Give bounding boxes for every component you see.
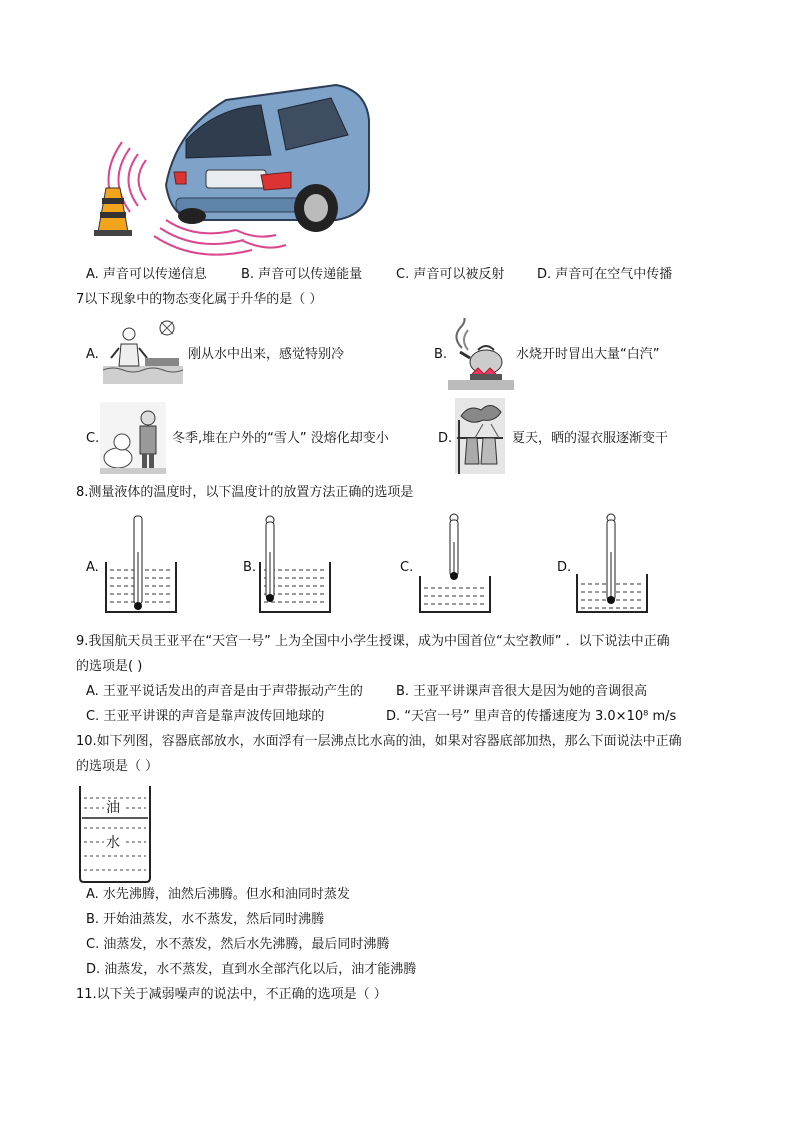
q7-option-b-text: 水烧开时冒出大量“白汽” [516,347,660,362]
q7-stem: 7以下现象中的物态变化属于升华的是（ ） [76,292,323,307]
q9-stem-line1: 9.我国航天员王亚平在“天宫一号” 上为全国中小学生授课，成为中国首位“太空教师” ．以下说法中正确 [76,634,670,649]
water-label: 水 [106,835,120,851]
car-reversing-radar-illustration [86,80,372,260]
q9-option-d: D. “天宫一号” 里声音的传播速度为 3.0×10⁸ m/s [386,709,677,724]
q10-stem-line1: 10.如下列图，容器底部放水，水面浮有一层沸点比水高的油，如果对容器底部加热，那么下面说法中正确 [76,734,682,749]
thermometer-beaker-c [418,512,492,616]
q8-label-d: D. [557,560,572,575]
q8-label-c: C. [400,560,414,575]
q8-label-a: A. [86,560,99,575]
q7-option-a-text: 刚从水中出来，感觉特别冷 [188,347,345,362]
q10-option-c: C. 油蒸发，水不蒸发，然后水先沸腾，最后同时沸腾 [86,937,390,952]
thermometer-beaker-b [258,512,332,616]
q7-option-a-letter: A. [86,347,99,362]
q7-option-b-letter: B. [434,347,448,362]
q7-option-d-text: 夏天，晒的湿衣服逐渐变干 [512,431,669,446]
q7-option-c-letter: C. [86,431,100,446]
q9-option-c: C. 王亚平讲课的声音是靠声波传回地球的 [86,709,325,724]
thermometer-beaker-d [575,512,649,616]
q8-label-b: B. [243,560,257,575]
thermometer-beaker-a [104,512,178,616]
q11-stem: 11.以下关于减弱噪声的说法中，不正确的选项是（ ） [76,987,387,1002]
q10-option-a: A. 水先沸腾，油然后沸腾。但水和油同时蒸发 [86,887,350,902]
q10-option-b: B. 开始油蒸发，水不蒸发，然后同时沸腾 [86,912,325,927]
q9-option-b: B. 王亚平讲课声音很大是因为她的音调很高 [396,684,648,699]
swimmer-illustration [103,318,183,384]
q6-option-a: A. 声音可以传递信息 [86,267,207,282]
q9-stem-line2: 的选项是( ) [76,659,143,674]
q7-option-d-letter: D. [438,431,453,446]
oil-label: 油 [106,800,120,816]
q6-option-b: B. 声音可以传递能量 [241,267,363,282]
oil-water-container-diagram [78,784,152,884]
boiling-kettle-illustration [448,318,514,390]
q6-option-c: C. 声音可以被反射 [396,267,505,282]
q10-option-d: D. 油蒸发，水不蒸发，直到水全部汽化以后，油才能沸腾 [86,962,417,977]
q6-option-d: D. 声音可在空气中传播 [537,267,673,282]
q7-option-c-text: 冬季,堆在户外的“雪人” 没熔化却变小 [172,431,389,446]
drying-clothes-illustration [455,398,505,474]
q8-stem: 8.测量液体的温度时，以下温度计的放置方法正确的选项是 [76,485,414,500]
q9-option-a: A. 王亚平说话发出的声音是由于声带振动产生的 [86,684,363,699]
snowman-illustration [100,402,166,474]
q10-stem-line2: 的选项是（ ） [76,759,159,774]
